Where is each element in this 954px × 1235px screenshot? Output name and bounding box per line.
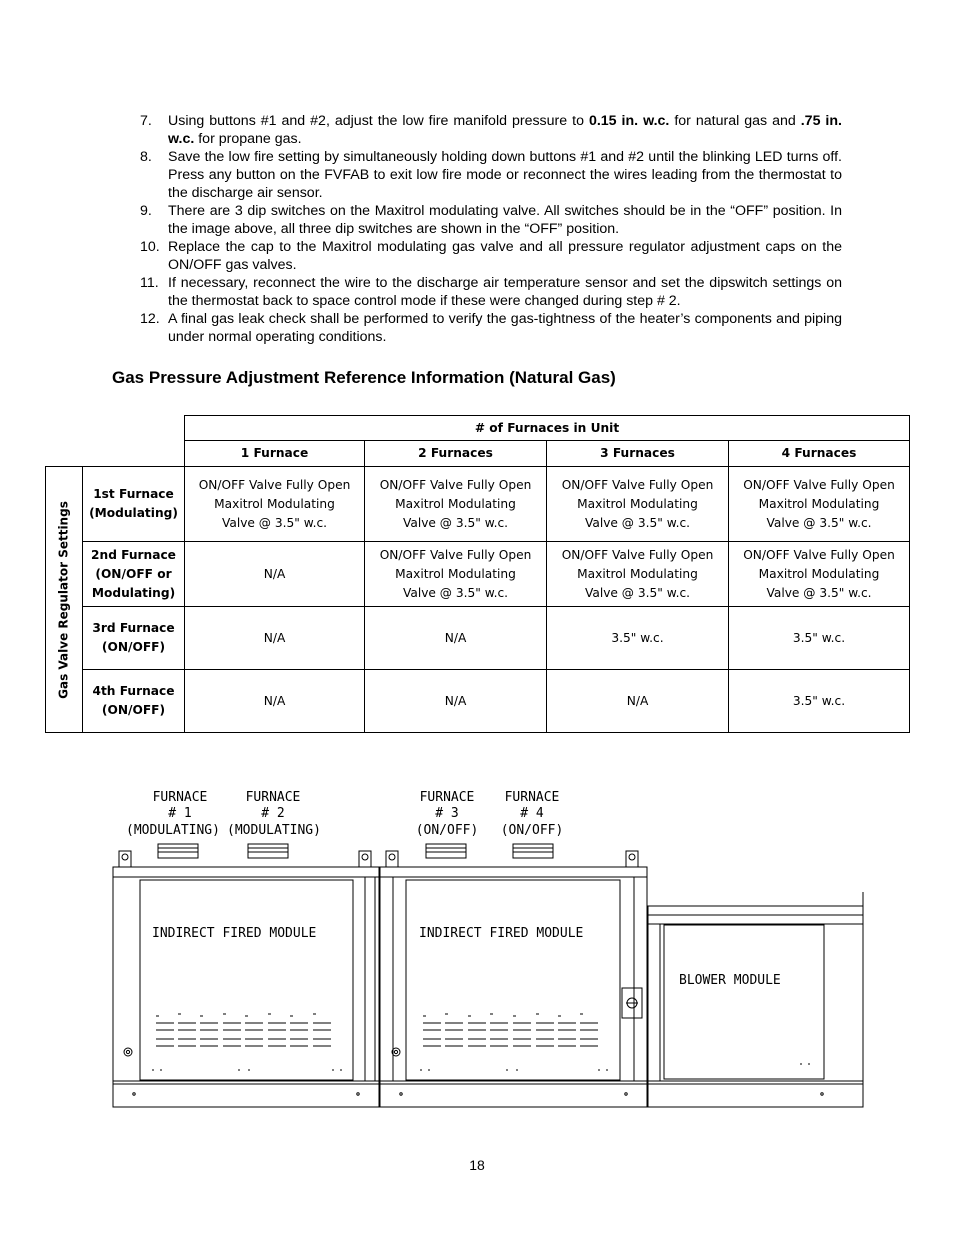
- row-label: 1st Furnace (Modulating): [83, 467, 185, 542]
- table-cell: N/A: [365, 670, 547, 733]
- column-header: 3 Furnaces: [547, 441, 729, 467]
- table-cell: ON/OFF Valve Fully Open Maxitrol Modulating Valve @ 3.5" w.c.: [729, 542, 910, 607]
- step-text: A final gas leak check shall be performed to verify the gas-tightness of the heater’s components and piping under normal operating conditions.: [168, 311, 842, 345]
- table-group-header-row: [46, 416, 910, 441]
- furnace-1-mode: (MODULATING): [126, 823, 220, 838]
- side-label-cell: [46, 467, 83, 733]
- step-item: [140, 148, 842, 202]
- step-text: Using buttons #1 and #2, adjust the low fire manifold pressure to: [168, 113, 589, 129]
- step-item: [140, 310, 842, 346]
- step-text: If necessary, reconnect the wire to the discharge air temperature sensor and set the dipswitch settings on the thermostat back to space control mode if these were changed during step # 2.: [168, 275, 842, 309]
- blank-cell: [46, 416, 185, 441]
- step-number: 7.: [140, 113, 152, 129]
- furnace-3-number: # 3: [435, 806, 459, 821]
- lifting-lugs: [119, 851, 638, 867]
- side-label: Gas Valve Regulator Settings: [56, 500, 71, 699]
- step-number: 8.: [140, 149, 152, 165]
- row-label: 4th Furnace (ON/OFF): [83, 670, 185, 733]
- section-heading: Gas Pressure Adjustment Reference Information (Natural Gas): [112, 368, 616, 387]
- blower-module: [648, 892, 863, 1107]
- furnace-4-title: FURNACE: [504, 790, 560, 805]
- furnace-2-mode: (MODULATING): [227, 823, 321, 838]
- indirect-fired-module-1: [113, 867, 379, 1107]
- table-row: [46, 467, 910, 542]
- furnace-3-mode: (ON/OFF): [415, 823, 479, 838]
- step-number: 11.: [140, 275, 159, 291]
- furnace-3-title: FURNACE: [419, 790, 475, 805]
- table-row: [46, 542, 910, 607]
- step-item: [140, 238, 842, 274]
- table-cell: ON/OFF Valve Fully Open Maxitrol Modulating Valve @ 3.5" w.c.: [729, 467, 910, 542]
- table-cell: ON/OFF Valve Fully Open Maxitrol Modulating Valve @ 3.5" w.c.: [365, 467, 547, 542]
- table-cell: ON/OFF Valve Fully Open Maxitrol Modulating Valve @ 3.5" w.c.: [547, 467, 729, 542]
- row-label: 3rd Furnace (ON/OFF): [83, 607, 185, 670]
- table-cell: N/A: [185, 607, 365, 670]
- table-row: [46, 607, 910, 670]
- column-header: 1 Furnace: [185, 441, 365, 467]
- row-label: 2nd Furnace (ON/OFF or Modulating): [83, 542, 185, 607]
- table-header-row: [46, 441, 910, 467]
- step-number: 12.: [140, 311, 160, 327]
- step-text: Save the low fire setting by simultaneously holding down buttons #1 and #2 until the blinking LED turns off. Press any button on the FVFAB to exit low fire mode or reconnect the wires leading from the thermostat to the discharge air sensor.: [168, 149, 842, 201]
- page-number: 18: [469, 1157, 485, 1173]
- step-text: for propane gas.: [194, 131, 302, 147]
- group-header: # of Furnaces in Unit: [185, 416, 910, 441]
- heater-diagram: [108, 784, 868, 1114]
- table-cell: N/A: [185, 542, 365, 607]
- table-cell: 3.5" w.c.: [729, 670, 910, 733]
- step-number: 9.: [140, 203, 152, 219]
- table-cell: N/A: [365, 607, 547, 670]
- table-cell: ON/OFF Valve Fully Open Maxitrol Modulating Valve @ 3.5" w.c.: [365, 542, 547, 607]
- step-text: for natural gas and: [669, 113, 801, 129]
- flue-stacks: [158, 844, 553, 858]
- instruction-steps: [140, 112, 842, 346]
- table-cell: ON/OFF Valve Fully Open Maxitrol Modulating Valve @ 3.5" w.c.: [185, 467, 365, 542]
- furnace-2-number: # 2: [261, 806, 285, 821]
- table-cell: 3.5" w.c.: [547, 607, 729, 670]
- furnace-4-number: # 4: [520, 806, 544, 821]
- blank-cell: [46, 441, 185, 467]
- table-cell: N/A: [547, 670, 729, 733]
- step-text: Replace the cap to the Maxitrol modulating gas valve and all pressure regulator adjustment caps on the ON/OFF gas valves.: [168, 239, 842, 273]
- vent-slots: [152, 1014, 810, 1070]
- furnace-1-title: FURNACE: [152, 790, 208, 805]
- column-header: 2 Furnaces: [365, 441, 547, 467]
- module-label-2: INDIRECT FIRED MODULE: [419, 926, 584, 941]
- table-cell: 3.5" w.c.: [729, 607, 910, 670]
- module-label-3: BLOWER MODULE: [679, 973, 781, 988]
- column-header: 4 Furnaces: [729, 441, 910, 467]
- module-label-1: INDIRECT FIRED MODULE: [152, 926, 317, 941]
- furnace-1-number: # 1: [168, 806, 192, 821]
- step-item: [140, 112, 842, 148]
- furnace-4-mode: (ON/OFF): [500, 823, 564, 838]
- step-emphasis: .75 in. w.c.: [168, 113, 842, 147]
- step-number: 10.: [140, 239, 160, 255]
- table-cell: ON/OFF Valve Fully Open Maxitrol Modulating Valve @ 3.5" w.c.: [547, 542, 729, 607]
- gas-pressure-table: [45, 415, 910, 733]
- indirect-fired-module-2: [380, 867, 647, 1107]
- table-cell: N/A: [185, 670, 365, 733]
- table-row: [46, 670, 910, 733]
- step-item: [140, 274, 842, 310]
- furnace-2-title: FURNACE: [245, 790, 301, 805]
- step-emphasis: 0.15 in. w.c.: [588, 113, 670, 129]
- step-text: There are 3 dip switches on the Maxitrol modulating valve. All switches should be in the “OFF” position. In the image above, all three dip switches are shown in the “OFF” position.: [168, 203, 842, 237]
- step-item: [140, 202, 842, 238]
